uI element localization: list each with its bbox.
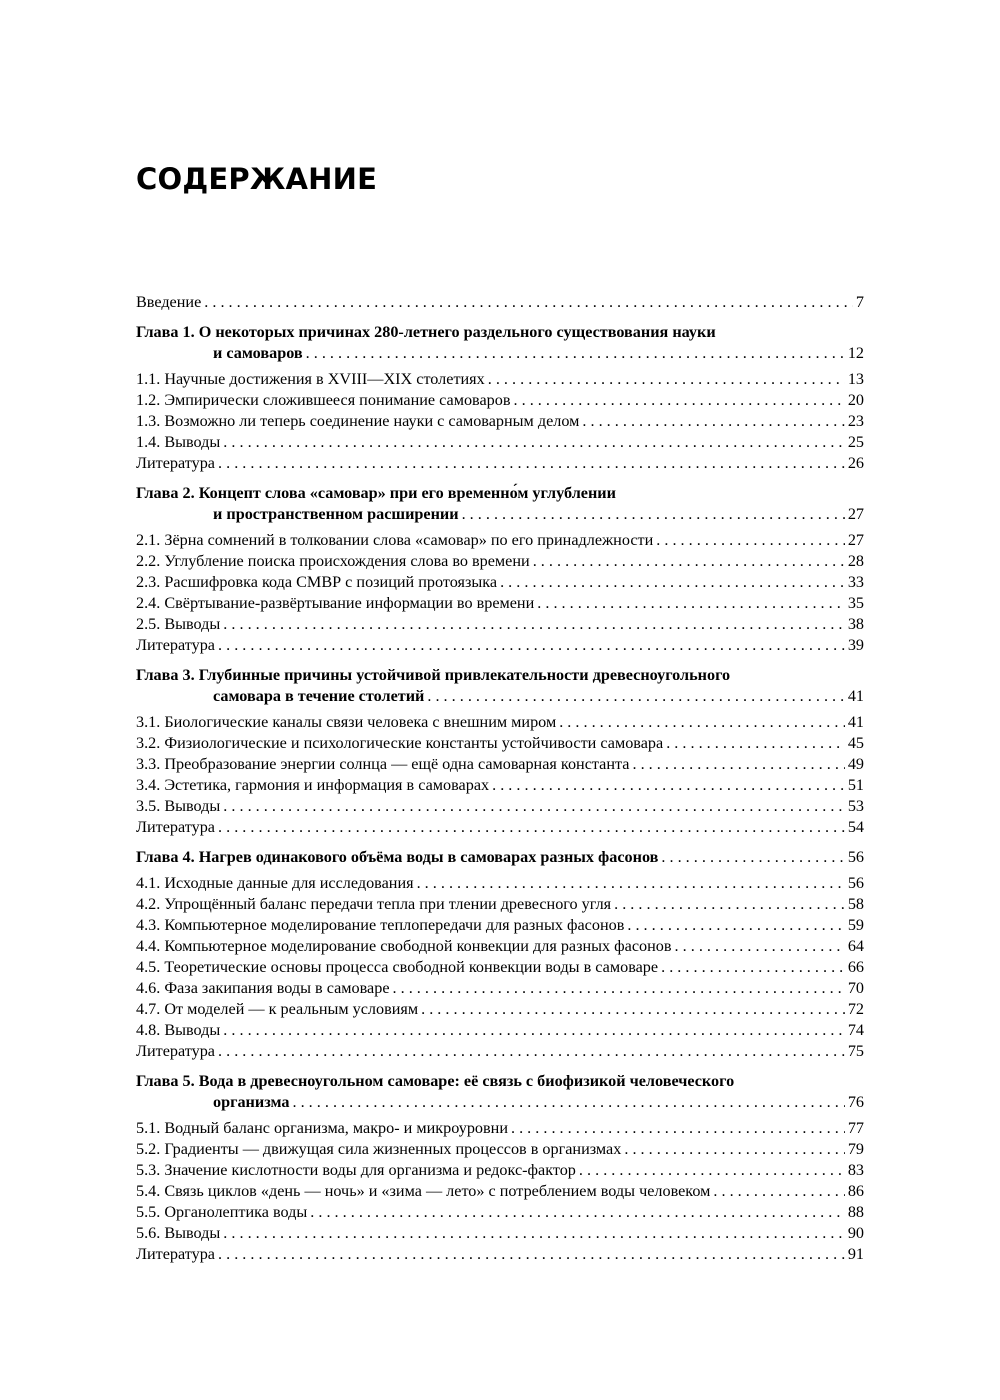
toc-entry-title: 3.1. Биологические каналы связи человека с внешним миром: [136, 713, 557, 731]
dot-leader: [488, 369, 845, 390]
toc-item[interactable]: [136, 1139, 864, 1160]
toc-entry-title: 2.3. Расшифровка кода СМВР с позиций протоязыка: [136, 573, 498, 591]
toc-page-number: 28: [847, 552, 864, 570]
dot-leader: [533, 551, 845, 572]
toc-entry-title: 1.3. Возможно ли теперь соединение науки с самоварным делом: [136, 412, 580, 430]
dot-leader: [218, 635, 845, 656]
toc-page-number: 56: [847, 848, 864, 866]
toc-page-number: 58: [847, 895, 864, 913]
toc-entry-title: Литература: [136, 454, 215, 472]
toc-entry-title: 4.3. Компьютерное моделирование теплопередачи для разных фасонов: [136, 916, 625, 934]
dot-leader: [614, 894, 845, 915]
toc-item[interactable]: [136, 978, 864, 999]
dot-leader: [666, 733, 845, 754]
toc-item[interactable]: [136, 432, 864, 453]
toc-page-number: 27: [847, 531, 864, 549]
toc-page-number: 33: [847, 573, 864, 591]
toc-page-number: 39: [847, 636, 864, 654]
chapter-heading-line1[interactable]: Глава 1. О некоторых причинах 280-летнего раздельного существования науки: [136, 323, 716, 341]
chapter-heading-line2-text: самовара в течение столетий: [213, 687, 425, 705]
toc-chapter-3: [136, 665, 864, 707]
toc-page-number: 7: [855, 293, 864, 311]
dot-leader: [306, 343, 845, 364]
dot-leader: [514, 390, 845, 411]
dot-leader: [537, 593, 845, 614]
toc-item[interactable]: [136, 817, 864, 838]
toc-entry-title: 4.8. Выводы: [136, 1021, 221, 1039]
chapter-heading-line1[interactable]: Глава 2. Концепт слова «самовар» при его временно́м углублении: [136, 484, 616, 502]
toc-entry-title: 4.6. Фаза закипания воды в самоваре: [136, 979, 390, 997]
toc-item[interactable]: [136, 411, 864, 432]
dot-leader: [661, 957, 845, 978]
dot-leader: [292, 1092, 844, 1113]
toc-page-number: 12: [847, 344, 864, 362]
toc-entry-title: 4.5. Теоретические основы процесса свободной конвекции воды в самоваре: [136, 958, 659, 976]
toc-item[interactable]: [136, 453, 864, 474]
toc-page-number: 49: [847, 755, 864, 773]
table-of-contents: [136, 292, 864, 1265]
dot-leader: [223, 614, 845, 635]
toc-page-number: 88: [847, 1203, 864, 1221]
toc-item[interactable]: [136, 775, 864, 796]
toc-item[interactable]: [136, 712, 864, 733]
toc-section-list: [136, 369, 864, 474]
toc-entry-title: Литература: [136, 818, 215, 836]
toc-entry-title: 2.4. Свёртывание-развёртывание информации во времени: [136, 594, 535, 612]
toc-entry-title: 3.4. Эстетика, гармония и информация в самоварах: [136, 776, 490, 794]
chapter-heading-line1[interactable]: [136, 847, 864, 868]
toc-item[interactable]: [136, 915, 864, 936]
toc-entry-title: 1.1. Научные достижения в XVIII—XIX столетиях: [136, 370, 485, 388]
dot-leader: [462, 504, 845, 525]
toc-chapter-5: [136, 1071, 864, 1113]
dot-leader: [218, 1041, 845, 1062]
toc-item[interactable]: [136, 1160, 864, 1181]
toc-page-number: 72: [847, 1000, 864, 1018]
toc-entry-title: 4.7. От моделей — к реальным условиям: [136, 1000, 419, 1018]
dot-leader: [661, 847, 844, 868]
toc-item[interactable]: [136, 936, 864, 957]
dot-leader: [500, 572, 845, 593]
chapter-heading-line2-text: организма: [213, 1093, 290, 1111]
dot-leader: [421, 999, 845, 1020]
toc-page-number: 38: [847, 615, 864, 633]
toc-page-number: 35: [847, 594, 864, 612]
chapter-heading-line2[interactable]: [136, 504, 864, 525]
chapter-heading-line2[interactable]: [136, 686, 864, 707]
toc-page-number: 77: [847, 1119, 864, 1137]
dot-leader: [627, 915, 844, 936]
dot-leader: [624, 1139, 844, 1160]
toc-item[interactable]: [136, 999, 864, 1020]
toc-page-number: 76: [847, 1093, 864, 1111]
dot-leader: [310, 1202, 845, 1223]
dot-leader: [492, 775, 845, 796]
toc-entry-title: Литература: [136, 636, 215, 654]
toc-page-number: 64: [847, 937, 864, 955]
toc-intro[interactable]: [136, 292, 864, 313]
toc-entry-title: 5.5. Органолептика воды: [136, 1203, 308, 1221]
toc-entry-title: Введение: [136, 293, 202, 311]
toc-entry-title: 5.3. Значение кислотности воды для организма и редокс-фактор: [136, 1161, 576, 1179]
toc-item[interactable]: [136, 635, 864, 656]
dot-leader: [218, 817, 845, 838]
toc-item[interactable]: [136, 1181, 864, 1202]
toc-entry-title: Литература: [136, 1245, 215, 1263]
toc-page-number: 26: [847, 454, 864, 472]
toc-section-list: [136, 873, 864, 1062]
toc-page-number: 59: [847, 916, 864, 934]
toc-item[interactable]: [136, 796, 864, 817]
toc-item[interactable]: [136, 1118, 864, 1139]
dot-leader: [675, 936, 845, 957]
dot-leader: [579, 1160, 845, 1181]
toc-page-number: 74: [847, 1021, 864, 1039]
dot-leader: [713, 1181, 844, 1202]
toc-entry-title: 3.5. Выводы: [136, 797, 221, 815]
dot-leader: [559, 712, 845, 733]
toc-item[interactable]: [136, 369, 864, 390]
toc-item[interactable]: [136, 530, 864, 551]
toc-section-list: [136, 1118, 864, 1265]
toc-page-number: 86: [847, 1182, 864, 1200]
dot-leader: [223, 1223, 845, 1244]
toc-page-number: 91: [847, 1245, 864, 1263]
toc-entry-title: 2.5. Выводы: [136, 615, 221, 633]
dot-leader: [393, 978, 845, 999]
toc-item[interactable]: [136, 1041, 864, 1062]
chapter-heading-line1[interactable]: Глава 3. Глубинные причины устойчивой привлекательности древесноугольного: [136, 666, 731, 684]
toc-item[interactable]: [136, 894, 864, 915]
toc-page-number: 13: [847, 370, 864, 388]
toc-page-number: 23: [847, 412, 864, 430]
dot-leader: [223, 432, 845, 453]
toc-entry-title: 2.1. Зёрна сомнений в толковании слова «самовар» по его принадлежности: [136, 531, 654, 549]
toc-entry-title: 4.2. Упрощённый баланс передачи тепла при тлении древесного угля: [136, 895, 612, 913]
toc-entry-title: 2.2. Углубление поиска происхождения слова во времени: [136, 552, 530, 570]
toc-entry-title: 3.3. Преобразование энергии солнца — ещё одна самоварная константа: [136, 755, 630, 773]
toc-item[interactable]: [136, 614, 864, 635]
toc-entry-title: 1.2. Эмпирически сложившееся понимание самоваров: [136, 391, 511, 409]
toc-entry-title: 5.6. Выводы: [136, 1224, 221, 1242]
toc-item[interactable]: [136, 551, 864, 572]
dot-leader: [632, 754, 844, 775]
chapter-heading-line2-text: и самоваров: [213, 344, 303, 362]
toc-page-number: 90: [847, 1224, 864, 1242]
dot-leader: [582, 411, 844, 432]
toc-item[interactable]: [136, 390, 864, 411]
toc-page-number: 54: [847, 818, 864, 836]
toc-item[interactable]: [136, 957, 864, 978]
toc-entry-title: 5.4. Связь циклов «день — ночь» и «зима — лето» с потреблением воды человеком: [136, 1182, 711, 1200]
toc-page-number: 79: [847, 1140, 864, 1158]
toc-entry-title: 3.2. Физиологические и психологические константы устойчивости самовара: [136, 734, 664, 752]
dot-leader: [656, 530, 845, 551]
dot-leader: [427, 686, 844, 707]
toc-entry-title: Литература: [136, 1042, 215, 1060]
toc-item[interactable]: [136, 1202, 864, 1223]
toc-page-number: 25: [847, 433, 864, 451]
toc-item[interactable]: [136, 754, 864, 775]
dot-leader: [218, 1244, 845, 1265]
dot-leader: [223, 1020, 845, 1041]
chapter-heading-line2[interactable]: [136, 1092, 864, 1113]
chapter-heading-line2-text: и пространственном расширении: [213, 505, 459, 523]
toc-entry-title: 1.4. Выводы: [136, 433, 221, 451]
toc-page-number: 70: [847, 979, 864, 997]
dot-leader: [417, 873, 845, 894]
dot-leader: [511, 1118, 845, 1139]
chapter-heading-line1[interactable]: Глава 5. Вода в древесноугольном самоваре: её связь с биофизикой человеческого: [136, 1072, 735, 1090]
toc-item[interactable]: [136, 1244, 864, 1265]
toc-item[interactable]: [136, 593, 864, 614]
toc-item[interactable]: [136, 1223, 864, 1244]
chapter-heading-line2[interactable]: [136, 343, 864, 364]
toc-page-number: 41: [847, 713, 864, 731]
toc-page-number: 20: [847, 391, 864, 409]
toc-page-number: 27: [847, 505, 864, 523]
toc-page-number: 83: [847, 1161, 864, 1179]
dot-leader: [218, 453, 845, 474]
toc-page-number: 66: [847, 958, 864, 976]
toc-chapter-4: [136, 847, 864, 868]
toc-page-number: 53: [847, 797, 864, 815]
toc-entry-title: 4.1. Исходные данные для исследования: [136, 874, 414, 892]
toc-section-list: [136, 712, 864, 838]
toc-page-number: 45: [847, 734, 864, 752]
toc-entry-title: 5.1. Водный баланс организма, макро- и микроуровни: [136, 1119, 508, 1137]
toc-page-number: 41: [847, 687, 864, 705]
dot-leader: [223, 796, 845, 817]
toc-item[interactable]: [136, 873, 864, 894]
toc-chapter-2: [136, 483, 864, 525]
toc-entry-title: 4.4. Компьютерное моделирование свободной конвекции для разных фасонов: [136, 937, 672, 955]
toc-section-list: [136, 530, 864, 656]
chapter-heading-text: Глава 4. Нагрев одинакового объёма воды в самоварах разных фасонов: [136, 848, 659, 866]
toc-item[interactable]: [136, 1020, 864, 1041]
dot-leader: [204, 292, 853, 313]
toc-page-number: 56: [847, 874, 864, 892]
toc-page-number: 51: [847, 776, 864, 794]
toc-item[interactable]: [136, 733, 864, 754]
toc-page-number: 75: [847, 1042, 864, 1060]
page-title: СОДЕРЖАНИЕ: [136, 162, 378, 196]
toc-chapter-1: [136, 322, 864, 364]
toc-entry-title: 5.2. Градиенты — движущая сила жизненных процессов в организмах: [136, 1140, 622, 1158]
toc-item[interactable]: [136, 572, 864, 593]
